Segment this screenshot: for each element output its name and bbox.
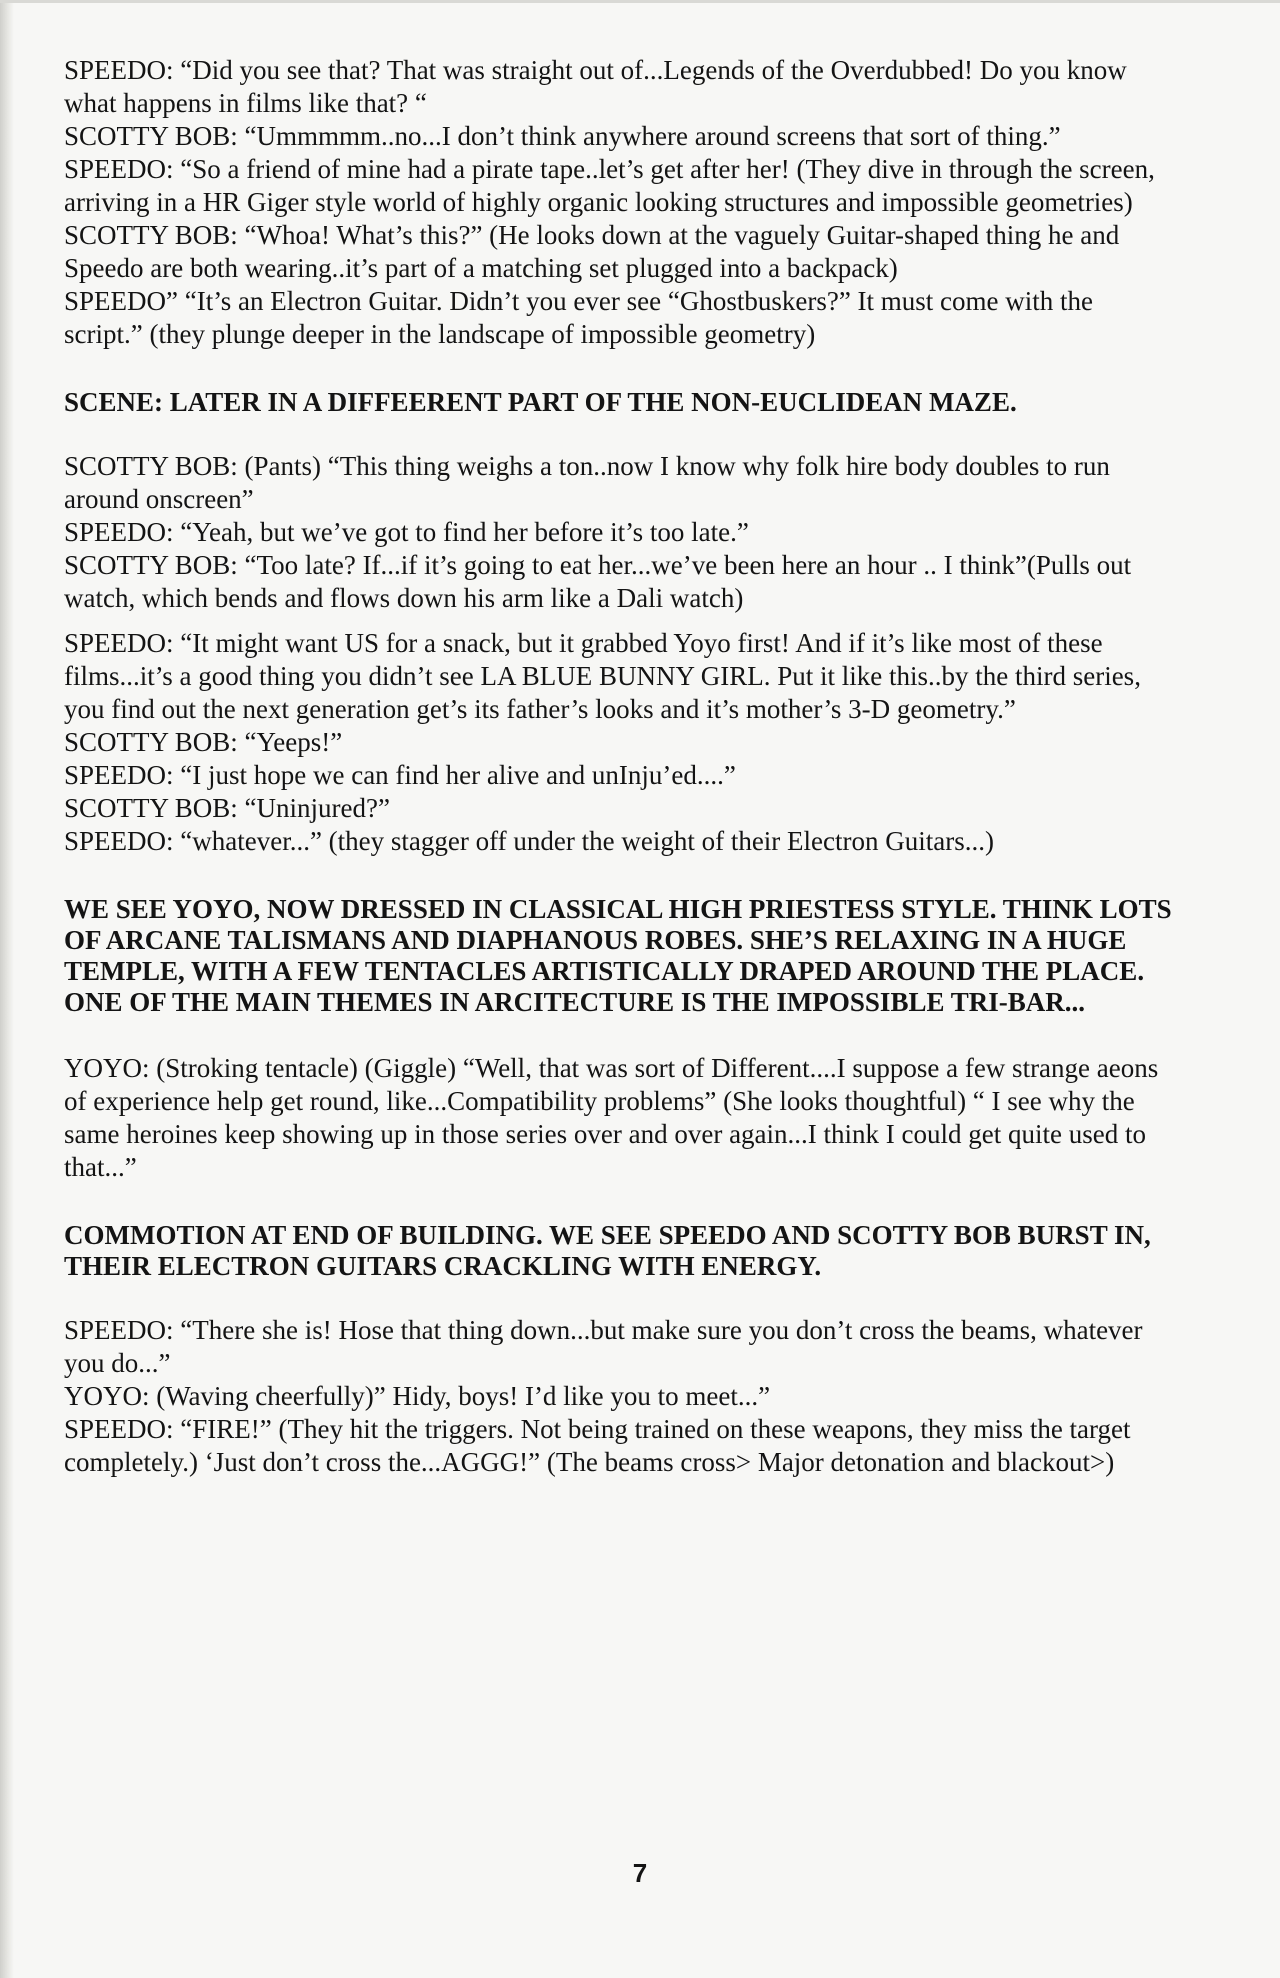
scene-heading: SCENE: LATER IN A DIFFEERENT PART OF THE NON-EUCLIDEAN MAZE.: [64, 387, 1017, 417]
dialogue-line: SCOTTY BOB: “Uninjured?”: [64, 793, 390, 823]
dialogue-line: YOYO: (Stroking tentacle) (Giggle) “Well, that was sort of Different....I suppose a few strange aeons of experience help get round, like...Compatibility problems” (She looks thoughtful) “ I see why the same heroines keep showing up in those series over and over again...I think I could get quite used to that...”: [64, 1053, 1159, 1182]
dialogue-line: SPEEDO: “Yeah, but we’ve got to find her before it’s too late.”: [64, 517, 749, 547]
dialogue-block: [64, 450, 1174, 858]
dialogue-line: SPEEDO: “It might want US for a snack, but it grabbed Yoyo first! And if it’s like most of these films...it’s a good thing you didn’t see LA BLUE BUNNY GIRL. Put it like this..by the third series, you find out the next generation get’s its father’s looks and it’s mother’s 3-D geometry.”: [64, 628, 1141, 724]
dialogue-line: SPEEDO: “There she is! Hose that thing down...but make sure you don’t cross the beams, whatever you do...”: [64, 1315, 1143, 1378]
dialogue-line: SCOTTY BOB: “Too late? If...if it’s going to eat her...we’ve been here an hour .. I think”(Pulls out watch, which bends and flows down his arm like a Dali watch): [64, 550, 1132, 613]
dialogue-line: YOYO: (Waving cheerfully)” Hidy, boys! I’d like you to meet...”: [64, 1381, 771, 1411]
scene-heading: COMMOTION AT END OF BUILDING. WE SEE SPEEDO AND SCOTTY BOB BURST IN, THEIR ELECTRON GUITARS CRACKLING WITH ENERGY.: [64, 1220, 1151, 1281]
dialogue-line: SPEEDO: “I just hope we can find her alive and unInju’ed....”: [64, 760, 736, 790]
dialogue-line: SPEEDO: “whatever...” (they stagger off under the weight of their Electron Guitars...): [64, 826, 994, 856]
dialogue-line: SPEEDO: “FIRE!” (They hit the triggers. Not being trained on these weapons, they miss the target completely.) ‘Just don’t cross the...AGGG!” (The beams cross> Major detonation and blackout>): [64, 1414, 1131, 1477]
script-page: [64, 54, 1174, 1479]
scene-heading: WE SEE YOYO, NOW DRESSED IN CLASSICAL HIGH PRIESTESS STYLE. THINK LOTS OF ARCANE TALISMANS AND DIAPHANOUS ROBES. SHE’S RELAXING IN A HUGE TEMPLE, WITH A FEW TENTACLES ARTISTICALLY DRAPED AROUND THE PLACE. ONE OF THE MAIN THEMES IN ARCITECTURE IS THE IMPOSSIBLE TRI-BAR...: [64, 894, 1172, 1017]
dialogue-line: SPEEDO: “So a friend of mine had a pirate tape..let’s get after her! (They dive in through the screen, arriving in a HR Giger style world of highly organic looking structures and impossible geometries): [64, 154, 1155, 217]
dialogue-line: SCOTTY BOB: “Yeeps!”: [64, 727, 343, 757]
dialogue-line: SPEEDO: “Did you see that? That was straight out of...Legends of the Overdubbed! Do you know what happens in films like that? “: [64, 55, 1127, 118]
page-number: 7: [632, 1858, 648, 1888]
dialogue-line: SCOTTY BOB: “Ummmmm..no...I don’t think anywhere around screens that sort of thing.”: [64, 121, 1061, 151]
page-top-edge: [0, 0, 1280, 3]
dialogue-block: [64, 1052, 1174, 1184]
dialogue-line: SPEEDO” “It’s an Electron Guitar. Didn’t you ever see “Ghostbuskers?” It must come with the script.” (they plunge deeper in the landscape of impossible geometry): [64, 286, 1094, 349]
dialogue-line: SCOTTY BOB: “Whoa! What’s this?” (He looks down at the vaguely Guitar-shaped thing he and Speedo are both wearing..it’s part of a matching set plugged into a backpack): [64, 220, 1120, 283]
dialogue-block: [64, 1314, 1174, 1479]
dialogue-block: [64, 54, 1174, 351]
binding-shadow: [0, 0, 14, 1978]
dialogue-line: SCOTTY BOB: (Pants) “This thing weighs a ton..now I know why folk hire body doubles to run around onscreen”: [64, 451, 1110, 514]
